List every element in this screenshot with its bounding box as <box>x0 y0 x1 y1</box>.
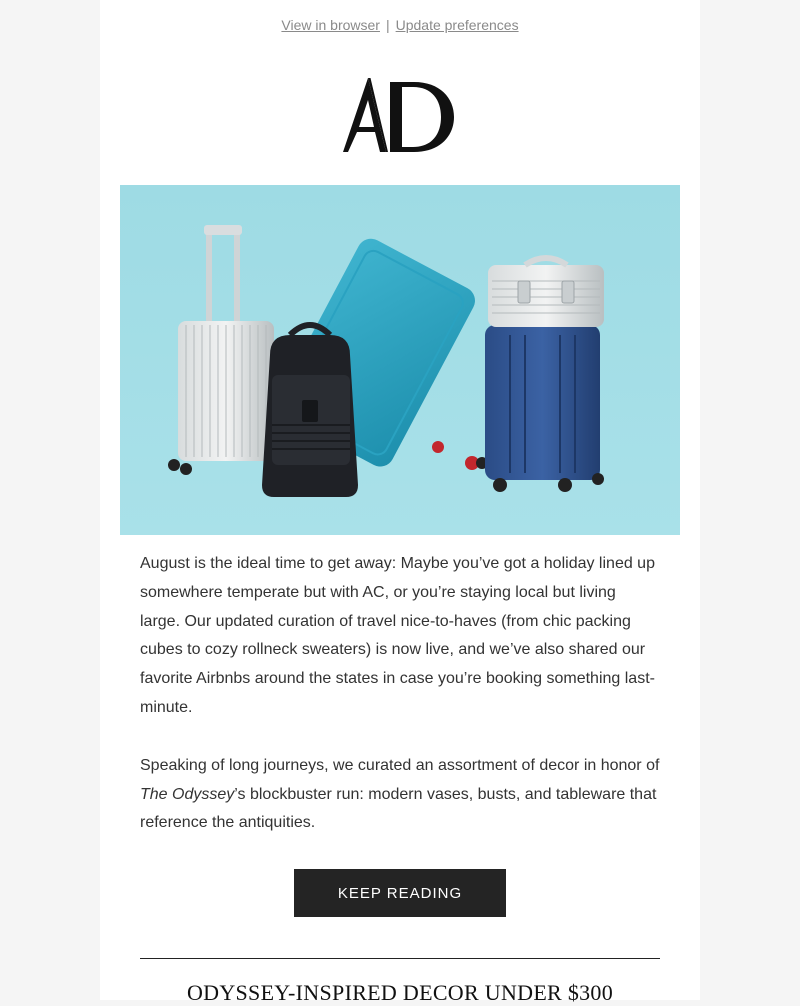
black-backpack <box>262 325 358 497</box>
paragraph-2-suffix: ’s blockbuster run: modern vases, busts, and tableware that reference the antiquities. <box>140 785 657 832</box>
odyssey-title: The Odyssey <box>140 785 235 803</box>
article-paragraph-1: August is the ideal time to get away: Maybe you’ve got a holiday lined up somewhere temperate but with AC, or you’re staying local but living large. Our updated curation of travel nice-to-haves (from chic packing cubes to cozy rollneck sweaters) is now live, and we’ve also shared our favorite Airbnbs around the states in case you’re booking something last-minute. <box>140 555 655 716</box>
article-paragraph-2 <box>140 752 660 838</box>
email-container <box>100 0 700 1005</box>
section-divider <box>140 958 660 959</box>
preheader <box>100 17 700 33</box>
navy-suitcase <box>485 325 604 492</box>
small-silver-case <box>488 258 604 327</box>
luggage-illustration <box>120 185 680 535</box>
ad-logo-mark <box>340 70 460 160</box>
view-in-browser-link[interactable]: View in browser <box>281 17 380 33</box>
paragraph-2-prefix: Speaking of long journeys, we curated an assortment of decor in honor of <box>140 756 660 774</box>
keep-reading-button[interactable]: KEEP READING <box>294 869 506 917</box>
hero-image[interactable] <box>120 185 680 535</box>
ad-logo[interactable] <box>340 70 460 160</box>
section-title[interactable]: ODYSSEY-INSPIRED DECOR UNDER $300 <box>186 980 614 1005</box>
article-body <box>140 550 660 867</box>
update-preferences-link[interactable]: Update preferences <box>395 17 519 33</box>
preheader-separator: | <box>385 17 390 33</box>
